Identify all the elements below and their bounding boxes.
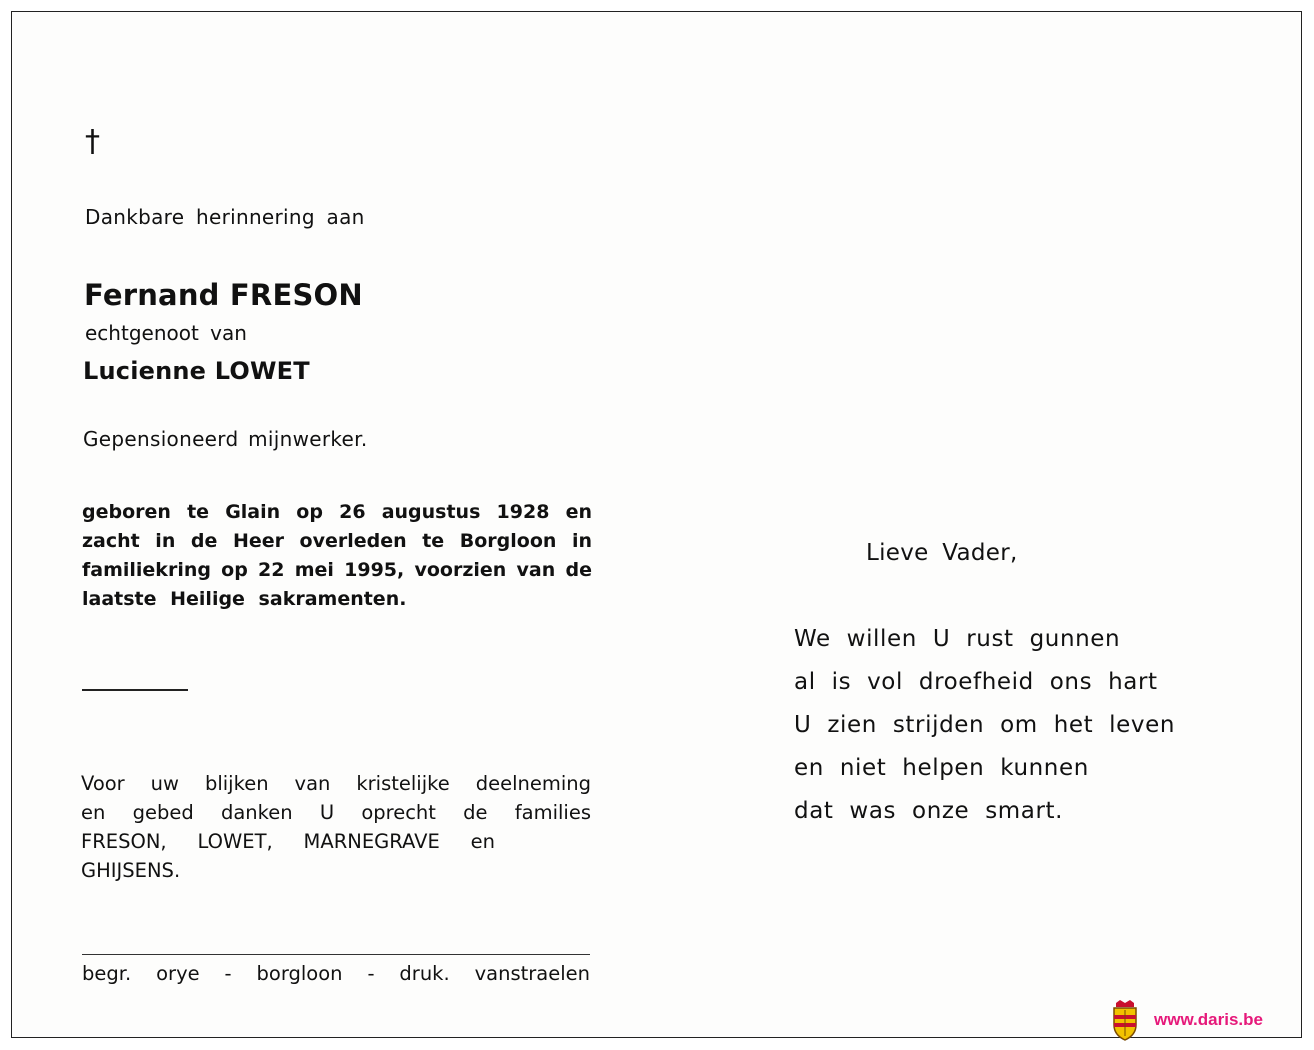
printer-credit [82,962,590,985]
thanks-line: en gebed danken U oprecht de families [81,801,591,824]
spouse-name: Lucienne LOWET [83,357,310,385]
spouse-label: echtgenoot van [85,321,247,345]
birth-line: familiekring op 22 mei 1995, voorzien van de [82,559,592,581]
memorial-card [11,11,1302,1038]
thanks-line: Voor uw blijken van kristelijke deelneming [81,772,591,795]
poem-greeting: Lieve Vader, [866,540,1018,566]
poem-line: U zien strijden om het leven [794,712,1176,738]
occupation: Gepensioneerd mijnwerker. [83,427,368,451]
printer-line: begr. orye - borgloon - druk. vanstraelen [82,962,590,985]
thanks-line: FRESON, LOWET, MARNEGRAVE en [81,830,495,853]
poem [794,618,1175,833]
watermark-text: www.daris.be [1154,1010,1263,1029]
poem-line: en niet helpen kunnen [794,755,1089,781]
thanks-paragraph [81,769,591,885]
poem-line: dat was onze smart. [794,798,1064,824]
birth-line: zacht in de Heer overleden te Borgloon in [82,530,592,552]
deceased-name: Fernand FRESON [84,278,363,312]
crest-icon [1110,999,1140,1041]
birth-line: geboren te Glain op 26 augustus 1928 en [82,501,592,523]
cross-icon: † [85,124,100,159]
divider-bottom [82,954,590,955]
site-watermark [1110,998,1263,1042]
intro-text: Dankbare herinnering aan [85,205,365,229]
thanks-line: GHIJSENS. [81,859,181,882]
birth-line: laatste Heilige sakramenten. [82,588,407,610]
birth-death-paragraph [82,498,592,614]
poem-line: We willen U rust gunnen [794,626,1121,652]
divider-short [82,689,188,691]
poem-line: al is vol droefheid ons hart [794,669,1158,695]
